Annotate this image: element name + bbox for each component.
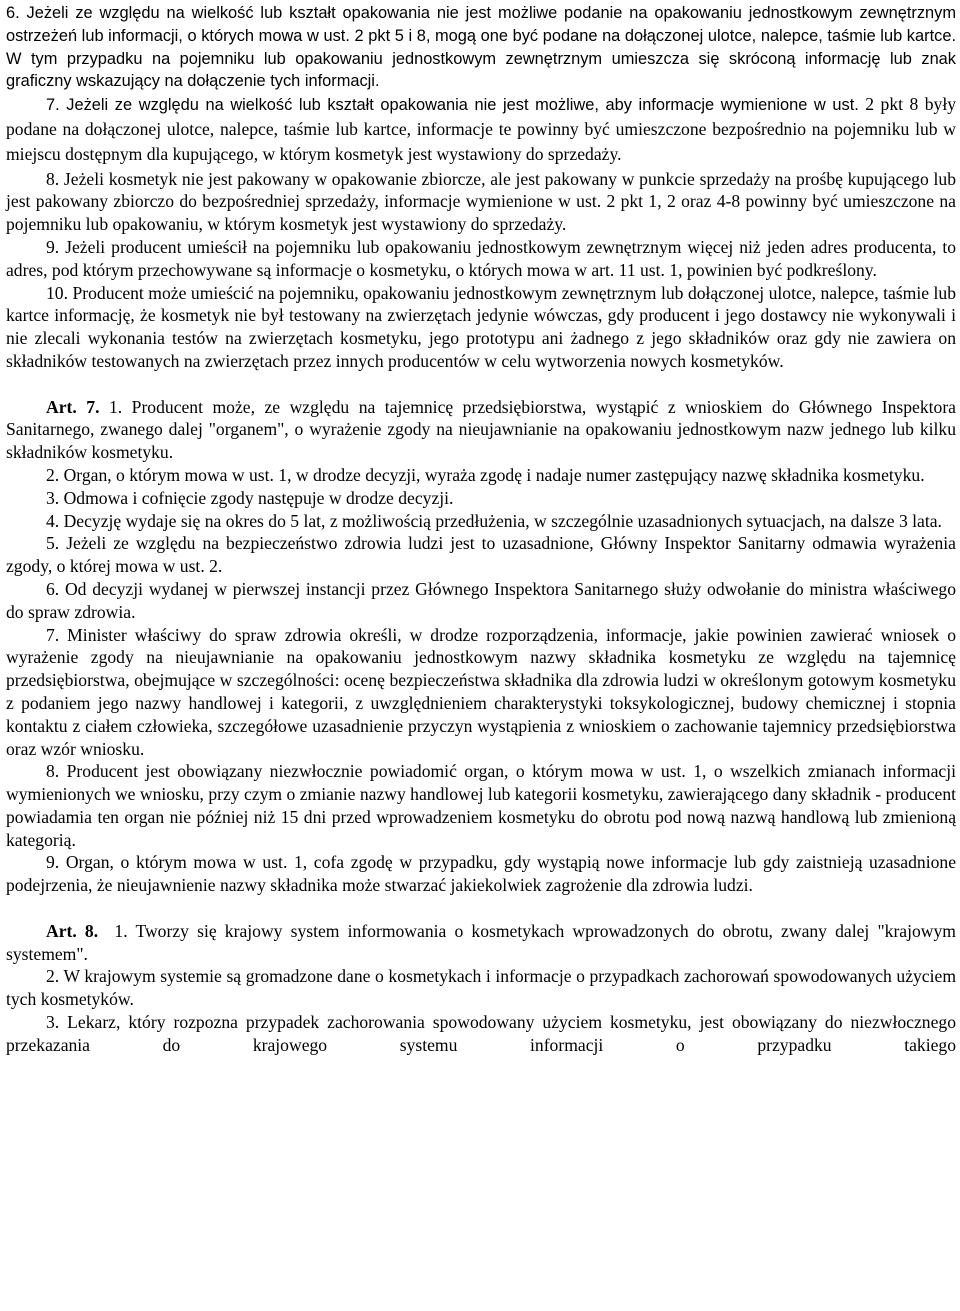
paragraph-10: 10. Producent może umieścić na pojemniku, opakowaniu jednostkowym zewnętrznym lub dołączonej ulotce, nalepce, taśmie lub kartce informację, że kosmetyk nie był testowany na zwierzętach jedynie wówczas, gdy producent i jego dostawcy nie wykonywali i nie zlecali wykonania testów na zwierzętach kosmetyku, jego prototypu ani żadnego z jego składników oraz gdy nie zawiera on składników testowanych na zwierzętach przez innych producentów w celu wytworzenia nowych kosmetyków. bbox=[6, 282, 956, 371]
article-8-paragraph-2: 2. W krajowym systemie są gromadzone dane o kosmetykach i informacje o przypadkach zachorowań spowodowanych użyciem tych kosmetyków. bbox=[6, 966, 956, 1010]
article-7-paragraph-4: 4. Decyzję wydaje się na okres do 5 lat, z możliwością przedłużenia, w szczególnie uzasadnionych sytuacjach, na dalsze 3 lata. bbox=[46, 510, 942, 531]
paragraph-7-lead: 7. Jeżeli ze względu na wielkość lub kształt opakowania nie jest możliwe, aby informacje wymienione w ust. bbox=[46, 96, 859, 115]
article-7-paragraph-1 bbox=[6, 396, 956, 464]
article-7-paragraph-5: 5. Jeżeli ze względu na bezpieczeństwo zdrowia ludzi jest to uzasadnione, Główny Inspektor Sanitarny odmawia wyrażenia zgody, o której mowa w ust. 2. bbox=[6, 533, 956, 577]
article-8-paragraph-1-text: 1. Tworzy się krajowy system informowania o kosmetykach wprowadzonych do obrotu, zwany dalej "krajowym systemem". bbox=[6, 920, 960, 964]
article-7-paragraph-1-text: 1. Producent może, ze względu na tajemnicę przedsiębiorstwa, wystąpić z wnioskiem do Głównego Inspektora Sanitarnego, zwanego dalej "organem", o wyrażenie zgody na nieujawnianie na opakowaniu jednostkowym nazw jednego lub kilku składników kosmetyku. bbox=[6, 396, 956, 463]
article-7-paragraph-9: 9. Organ, o którym mowa w ust. 1, cofa zgodę w przypadku, gdy wystąpią nowe informacje lub gdy zaistnieją uzasadnione podejrzenia, że nieujawnienie nazwy składnika może stwarzać jakiekolwiek zagrożenie dla zdrowia ludzi. bbox=[6, 852, 956, 896]
article-8-heading: Art. 8. bbox=[46, 920, 99, 941]
article-7-heading: Art. 7. bbox=[46, 396, 100, 417]
paragraph-8: 8. Jeżeli kosmetyk nie jest pakowany w opakowanie zbiorcze, ale jest pakowany w punkcie sprzedaży na prośbę kupującego lub jest pakowany zbiorczo do bezpośredniej sprzedaży, informacje wymienione w ust. 2 pkt 1, 2 oraz 4-8 powinny być umieszczone na pojemniku lub opakowaniu, w którym kosmetyk jest wystawiony do sprzedaży. bbox=[6, 168, 956, 235]
paragraph-7 bbox=[6, 93, 956, 167]
article-7-paragraph-8: 8. Producent jest obowiązany niezwłocznie powiadomić organ, o którym mowa w ust. 1, o wszelkich zmianach informacji wymienionych we wniosku, przy czym o zmianie nazwy handlowej lub kategorii kosmetyku, zawierającego dany składnik - producent powiadamia ten organ nie później niż 15 dni przed wprowadzeniem kosmetyku do obrotu pod nową nazwą handlową lub zmienioną kategorią. bbox=[6, 761, 956, 850]
article-7-paragraph-6: 6. Od decyzji wydanej w pierwszej instancji przez Głównego Inspektora Sanitarnego służy odwołanie do ministra właściwego do spraw zdrowia. bbox=[6, 578, 956, 622]
paragraph-7-body: 2 pkt 8 były podane na dołączonej ulotce, nalepce, taśmie lub kartce, informacje te powinny być umieszczone bezpośrednio na pojemniku lub w miejscu dostępnym dla kupującego, w którym kosmetyk jest wystawiony do sprzedaży. bbox=[6, 94, 957, 164]
article-7-paragraph-7: 7. Minister właściwy do spraw zdrowia określi, w drodze rozporządzenia, informacje, jakie powinien zawierać wniosek o wyrażenie zgody na nieujawnianie na opakowaniu jednostkowym nazwy składnika kosmetyku ze względu na tajemnicę przedsiębiorstwa, obejmujące w szczególności: ocenę bezpieczeństwa składnika dla zdrowia ludzi w określonym gotowym kosmetyku z podaniem jego nazwy handlowej i kategorii, z uwzględnieniem charakterystyki toksykologicznej, budowy chemicznej i stopnia kontaktu z ciałem człowieka, szczegółowe uzasadnienie przyczyn wystąpienia z wnioskiem o zachowanie tajemnicy przedsiębiorstwa oraz wzór wniosku. bbox=[6, 624, 956, 759]
article-7-paragraph-3: 3. Odmowa i cofnięcie zgody następuje w drodze decyzji. bbox=[46, 487, 454, 508]
paragraph-6: 6. Jeżeli ze względu na wielkość lub kształt opakowania nie jest możliwe podanie na opakowaniu jednostkowym zewnętrznym ostrzeżeń lub informacji, o których mowa w ust. 2 pkt 5 i 8, mogą one być podane na dołączonej ulotce, nalepce, taśmie lub kartce. W tym przypadku na pojemniku lub opakowaniu jednostkowym zewnętrznym umieszcza się skróconą informację lub znak graficzny wskazujący na dołączenie tych informacji. bbox=[6, 4, 956, 91]
article-7-paragraph-2: 2. Organ, o którym mowa w ust. 1, w drodze decyzji, wyraża zgodę i nadaje numer zastępujący nazwę składnika kosmetyku. bbox=[46, 464, 925, 485]
article-8-paragraph-3: 3. Lekarz, który rozpozna przypadek zachorowania spowodowany użyciem kosmetyku, jest obowiązany do niezwłocznego przekazania do krajowego systemu informacji o przypadku takiego bbox=[6, 1012, 956, 1055]
article-8-paragraph-1 bbox=[6, 920, 960, 966]
paragraph-9: 9. Jeżeli producent umieścił na pojemniku lub opakowaniu jednostkowym zewnętrznym więcej niż jeden adres producenta, to adres, pod którym przechowywane są informacje o kosmetyku, o których mowa w art. 11 ust. 1, powinien być podkreślony. bbox=[6, 236, 956, 280]
